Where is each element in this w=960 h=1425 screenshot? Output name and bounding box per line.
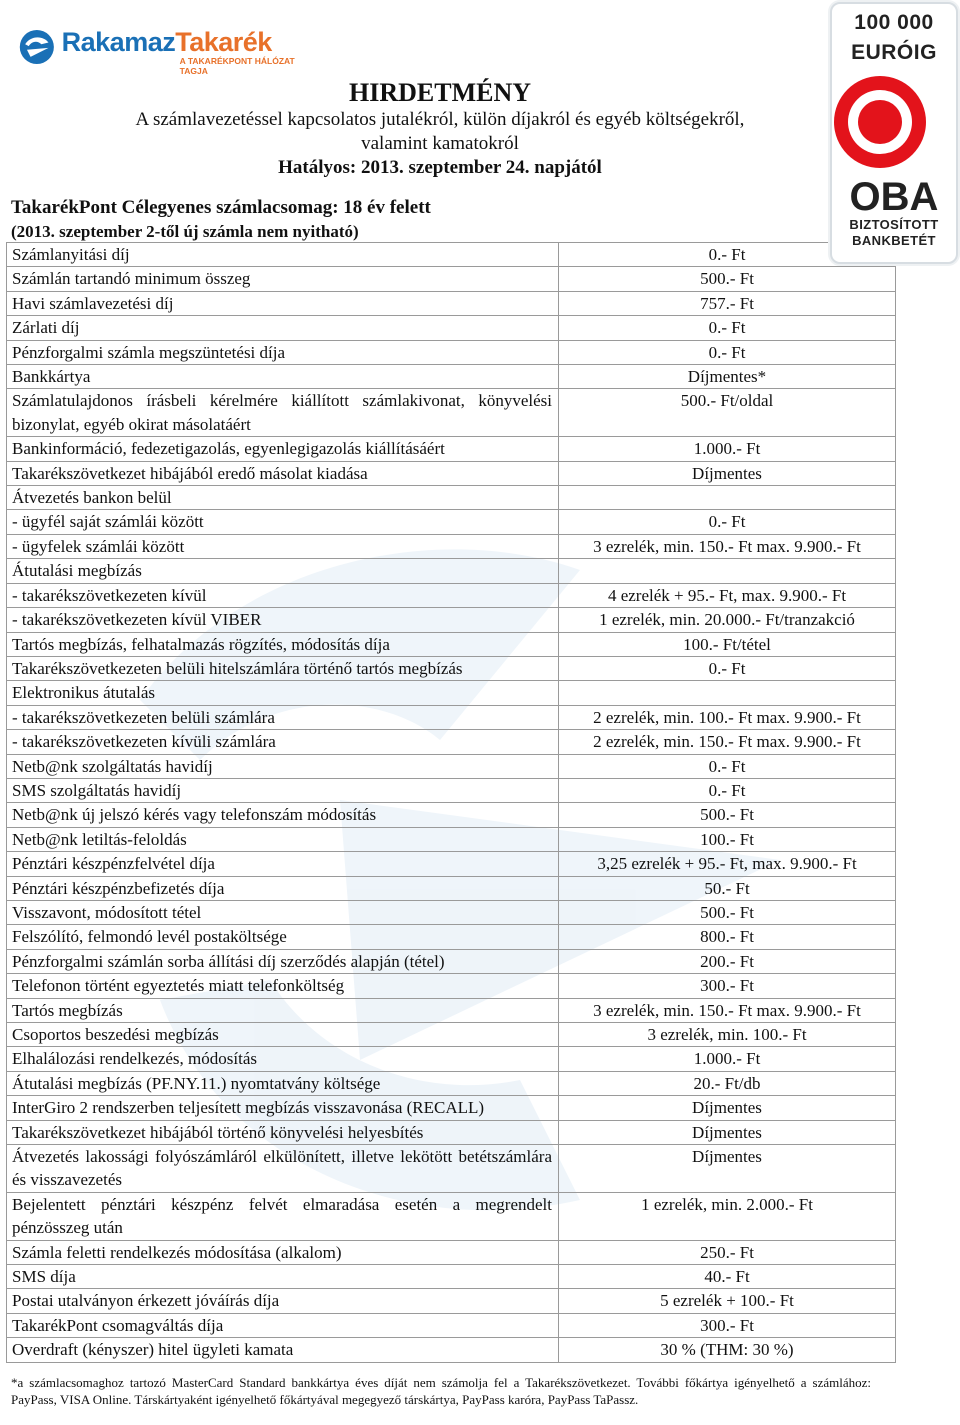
fee-label-text: TakarékPont csomagváltás díja [12, 1315, 224, 1335]
fee-label [7, 1120, 559, 1144]
fee-label-text: Számlanyitási díj [12, 245, 130, 264]
fee-label [7, 1145, 559, 1193]
oba-insurance-badge [830, 2, 958, 264]
fee-value: 300.- Ft [559, 974, 896, 998]
fee-label [7, 1023, 559, 1047]
table-row [7, 1071, 896, 1095]
fee-value: 500.- Ft [559, 900, 896, 924]
table-row [7, 730, 896, 754]
table-row [7, 632, 896, 656]
fee-value: 500.- Ft [559, 267, 896, 291]
table-row [7, 1047, 896, 1071]
fee-label-text: Elektronikus átutalás [12, 683, 156, 703]
table-row [7, 461, 896, 485]
fee-label-text: Elhalálozási rendelkezés, módosítás [12, 1049, 257, 1069]
fee-value: 300.- Ft [559, 1313, 896, 1337]
fee-label-text: Bankinformáció, fedezetigazolás, egyenlegigazolás kiállításáért [12, 439, 445, 459]
fee-label-text: - takarékszövetkezeten kívül VIBER [12, 610, 262, 630]
fee-label [7, 1047, 559, 1071]
fee-label [7, 705, 559, 729]
fee-value: 200.- Ft [559, 949, 896, 973]
package-heading [11, 196, 431, 244]
fee-value: Díjmentes [559, 1096, 896, 1120]
table-row [7, 754, 896, 778]
fee-value: 40.- Ft [559, 1265, 896, 1289]
table-row [7, 1192, 896, 1240]
fee-value: 250.- Ft [559, 1240, 896, 1264]
fee-value: 1 ezrelék, min. 20.000.- Ft/tranzakció [559, 608, 896, 632]
fee-label-text: SMS díja [12, 1267, 76, 1287]
table-row [7, 1096, 896, 1120]
logo-name: RakamazTakarék [61, 27, 272, 57]
fee-label [7, 900, 559, 924]
fee-value: 5 ezrelék + 100.- Ft [559, 1289, 896, 1313]
table-row [7, 998, 896, 1022]
fee-value [559, 486, 896, 510]
fee-label [7, 1265, 559, 1289]
oba-emblem-icon [832, 74, 928, 170]
table-row [7, 656, 896, 680]
table-row [7, 827, 896, 851]
table-row [7, 705, 896, 729]
fee-label-text: - takarékszövetkezeten kívül [12, 585, 207, 605]
fee-label-text: - ügyfelek számlái között [12, 536, 185, 556]
fee-label-text: Számla feletti rendelkezés módosítása (alkalom) [12, 1242, 342, 1262]
fee-label-text: - takarékszövetkezeten kívüli számlára [12, 732, 276, 752]
fee-value: 3 ezrelék, min. 150.- Ft max. 9.900.- Ft [559, 534, 896, 558]
table-row [7, 778, 896, 802]
table-row [7, 681, 896, 705]
fee-label [7, 1096, 559, 1120]
fee-value [559, 681, 896, 705]
fee-label-text: Csoportos beszedési megbízás [12, 1025, 219, 1044]
fee-label-text: Felszólító, felmondó levél postaköltsége [12, 927, 287, 947]
table-row [7, 900, 896, 924]
fee-value: 3 ezrelék, min. 100.- Ft [559, 1023, 896, 1047]
table-row [7, 1338, 896, 1362]
table-row [7, 1240, 896, 1264]
oba-sub2: BANKBETÉT [852, 233, 936, 248]
fee-label-text: Takarékszövetkezet hibájából történő könyvelési helyesbítés [12, 1122, 424, 1142]
fee-value: 800.- Ft [559, 925, 896, 949]
table-row [7, 583, 896, 607]
fee-label-text: Overdraft (kényszer) hitel ügyleti kamata [12, 1340, 294, 1360]
fee-label [7, 632, 559, 656]
table-row [7, 510, 896, 534]
fee-label [7, 1313, 559, 1337]
fee-label [7, 510, 559, 534]
fee-label [7, 730, 559, 754]
table-row [7, 559, 896, 583]
package-note: (2013. szeptember 2-től új számla nem nyitható) [11, 222, 359, 241]
table-row [7, 876, 896, 900]
fee-label-text: Pénztári készpénzfelvétel díja [12, 854, 215, 874]
oba-amount: 100 000 [854, 11, 934, 34]
fee-label-text: Átvezetés lakossági folyószámláról elkülönített, illetve lekötött betétszámlára és visszavezetés [12, 1147, 552, 1190]
table-row [7, 1289, 896, 1313]
fee-label [7, 827, 559, 851]
fee-label-text: Számlán tartandó minimum összeg [12, 269, 251, 289]
table-row [7, 852, 896, 876]
fee-value: 0.- Ft [559, 656, 896, 680]
package-title: TakarékPont Célegyenes számlacsomag: 18 év felett [11, 197, 431, 218]
table-row [7, 389, 896, 437]
subtitle-line-1: A számlavezetéssel kapcsolatos jutalékról, külön díjakról és egyéb költségekről, [135, 109, 745, 130]
table-row [7, 267, 896, 291]
fee-label [7, 1071, 559, 1095]
fee-label [7, 998, 559, 1022]
oba-name: OBA [849, 175, 939, 219]
fee-value: 0.- Ft [559, 510, 896, 534]
fee-label-text: Tartós megbízás, felhatalmazás rögzítés, módosítás díja [12, 634, 390, 654]
fee-label [7, 778, 559, 802]
fee-label [7, 656, 559, 680]
table-row [7, 1120, 896, 1144]
table-row [7, 925, 896, 949]
fee-label [7, 1338, 559, 1362]
fee-label-text: Pénzforgalmi számla megszüntetési díja [12, 342, 286, 362]
effective-date: Hatályos: 2013. szeptember 24. napjától [278, 157, 602, 178]
fee-label [7, 340, 559, 364]
fee-value [559, 559, 896, 583]
page-title: HIRDETMÉNY [348, 78, 531, 107]
table-row [7, 608, 896, 632]
table-row [7, 340, 896, 364]
fee-value: 100.- Ft/tétel [559, 632, 896, 656]
fee-label [7, 389, 559, 437]
fee-value: Díjmentes* [559, 365, 896, 389]
table-row [7, 243, 896, 267]
fee-value: Díjmentes [559, 1120, 896, 1144]
fee-label-text: Tartós megbízás [12, 1000, 123, 1020]
fee-value: 0.- Ft [559, 778, 896, 802]
fee-label-text: Pénztári készpénzbefizetés díja [12, 878, 225, 898]
fee-label-text: Átutalási megbízás (PF.NY.11.) nyomtatvány költsége [12, 1073, 381, 1093]
fee-value: 0.- Ft [559, 340, 896, 364]
fee-label-text: Netb@nk szolgáltatás havidíj [12, 756, 213, 776]
fee-label-text: - ügyfél saját számlái között [12, 512, 204, 532]
logo-swoosh-icon [18, 26, 56, 68]
fee-label-text: - takarékszövetkezeten belüli számlára [12, 707, 275, 727]
fee-label [7, 267, 559, 291]
fee-label [7, 534, 559, 558]
fee-label-text: Bankkártya [12, 367, 91, 387]
fee-label-text: Postai utalványon érkezett jóváírás díja [12, 1291, 280, 1311]
fee-label-text: Átutalási megbízás [12, 561, 142, 581]
table-row [7, 486, 896, 510]
fee-value: 1 ezrelék, min. 2.000.- Ft [559, 1192, 896, 1240]
fee-value: Díjmentes [559, 1145, 896, 1193]
table-row [7, 1313, 896, 1337]
fee-label [7, 583, 559, 607]
table-row [7, 949, 896, 973]
fee-label [7, 559, 559, 583]
table-row [7, 1145, 896, 1193]
table-row [7, 803, 896, 827]
notice-header [0, 78, 880, 180]
fee-value: 100.- Ft [559, 827, 896, 851]
fee-label [7, 876, 559, 900]
fee-label-text: Netb@nk új jelszó kérés vagy telefonszám módosítás [12, 805, 377, 825]
fee-label [7, 316, 559, 340]
fee-label-text: Pénzforgalmi számlán sorba állítási díj szerződés alapján (tétel) [12, 951, 445, 971]
fee-label [7, 461, 559, 485]
fee-value: 1.000.- Ft [559, 1047, 896, 1071]
fee-value: 0.- Ft [559, 243, 896, 267]
oba-currency: EURÓIG [851, 41, 937, 64]
fee-value: 20.- Ft/db [559, 1071, 896, 1095]
fee-label [7, 803, 559, 827]
footnote: *a számlacsomaghoz tartozó MasterCard Standard bankkártya éves díját nem számolja fel a Takarékszövetkezet. További főkártya igényelhető a számlához: PayPass, VISA Online. Társkártyaként igényelhető főkártyával megegyező társkártya, PayPass karóra, PayPass TaPassz. [11, 1375, 871, 1407]
fee-value: 500.- Ft/oldal [559, 389, 896, 437]
fee-value: 2 ezrelék, min. 100.- Ft max. 9.900.- Ft [559, 705, 896, 729]
table-row [7, 534, 896, 558]
fee-label [7, 754, 559, 778]
subtitle-line-2: valamint kamatokról [361, 133, 519, 154]
table-row [7, 437, 896, 461]
fee-label [7, 852, 559, 876]
fee-value: 4 ezrelék + 95.- Ft, max. 9.900.- Ft [559, 583, 896, 607]
table-row [7, 974, 896, 998]
fee-label-text: Telefonon történt egyeztetés miatt telefonköltség [12, 976, 345, 996]
fee-label-text: Zárlati díj [12, 318, 80, 338]
fee-label [7, 1289, 559, 1313]
fee-label-text: Átvezetés bankon belül [12, 488, 172, 508]
fee-label-text: InterGiro 2 rendszerben teljesített megbízás visszavonása (RECALL) [12, 1098, 485, 1118]
fee-value: 30 % (THM: 30 %) [559, 1338, 896, 1362]
fee-label-text: Takarékszövetkezet hibájából eredő másolat kiadása [12, 463, 368, 483]
oba-sub1: BIZTOSÍTOTT [849, 217, 939, 232]
fee-label [7, 291, 559, 315]
table-row [7, 316, 896, 340]
fee-label-text: SMS szolgáltatás havidíj [12, 780, 182, 800]
fee-value: 3,25 ezrelék + 95.- Ft, max. 9.900.- Ft [559, 852, 896, 876]
fee-label-text: Visszavont, módosított tétel [12, 902, 202, 922]
table-row [7, 291, 896, 315]
fee-label-text: Havi számlavezetési díj [12, 293, 174, 313]
fee-label [7, 1192, 559, 1240]
rakamaz-takarek-logo [18, 26, 298, 76]
table-row [7, 1265, 896, 1289]
fee-label [7, 608, 559, 632]
fee-label [7, 437, 559, 461]
fee-value: 1.000.- Ft [559, 437, 896, 461]
fee-label-text: Számlatulajdonos írásbeli kérelmére kiállított számlakivonat, könyvelési bizonylat, egyéb okirat másolatáért [12, 391, 552, 434]
fee-label [7, 365, 559, 389]
fee-value: 500.- Ft [559, 803, 896, 827]
fee-label [7, 1240, 559, 1264]
fee-label [7, 243, 559, 267]
fee-label-text: Bejelentett pénztári készpénz felvét elmaradása esetén a megrendelt pénzösszeg után [12, 1194, 552, 1238]
fee-label [7, 681, 559, 705]
fee-value: Díjmentes [559, 461, 896, 485]
table-row [7, 1023, 896, 1047]
fee-value: 3 ezrelék, min. 150.- Ft max. 9.900.- Ft [559, 998, 896, 1022]
fee-label [7, 925, 559, 949]
fee-label [7, 974, 559, 998]
fee-label-text: Netb@nk letiltás-feloldás [12, 829, 187, 849]
fee-label-text: Takarékszövetkezeten belüli hitelszámlára történő tartós megbízás [12, 658, 463, 678]
fee-value: 0.- Ft [559, 754, 896, 778]
fee-value: 2 ezrelék, min. 150.- Ft max. 9.900.- Ft [559, 730, 896, 754]
fee-value: 50.- Ft [559, 876, 896, 900]
fee-label [7, 949, 559, 973]
fee-value: 0.- Ft [559, 316, 896, 340]
fee-label [7, 486, 559, 510]
fee-table [6, 242, 896, 1363]
logo-tagline: A TAKARÉKPONT HÁLÓZAT TAGJA [179, 56, 295, 76]
fee-value: 757.- Ft [559, 291, 896, 315]
table-row [7, 365, 896, 389]
